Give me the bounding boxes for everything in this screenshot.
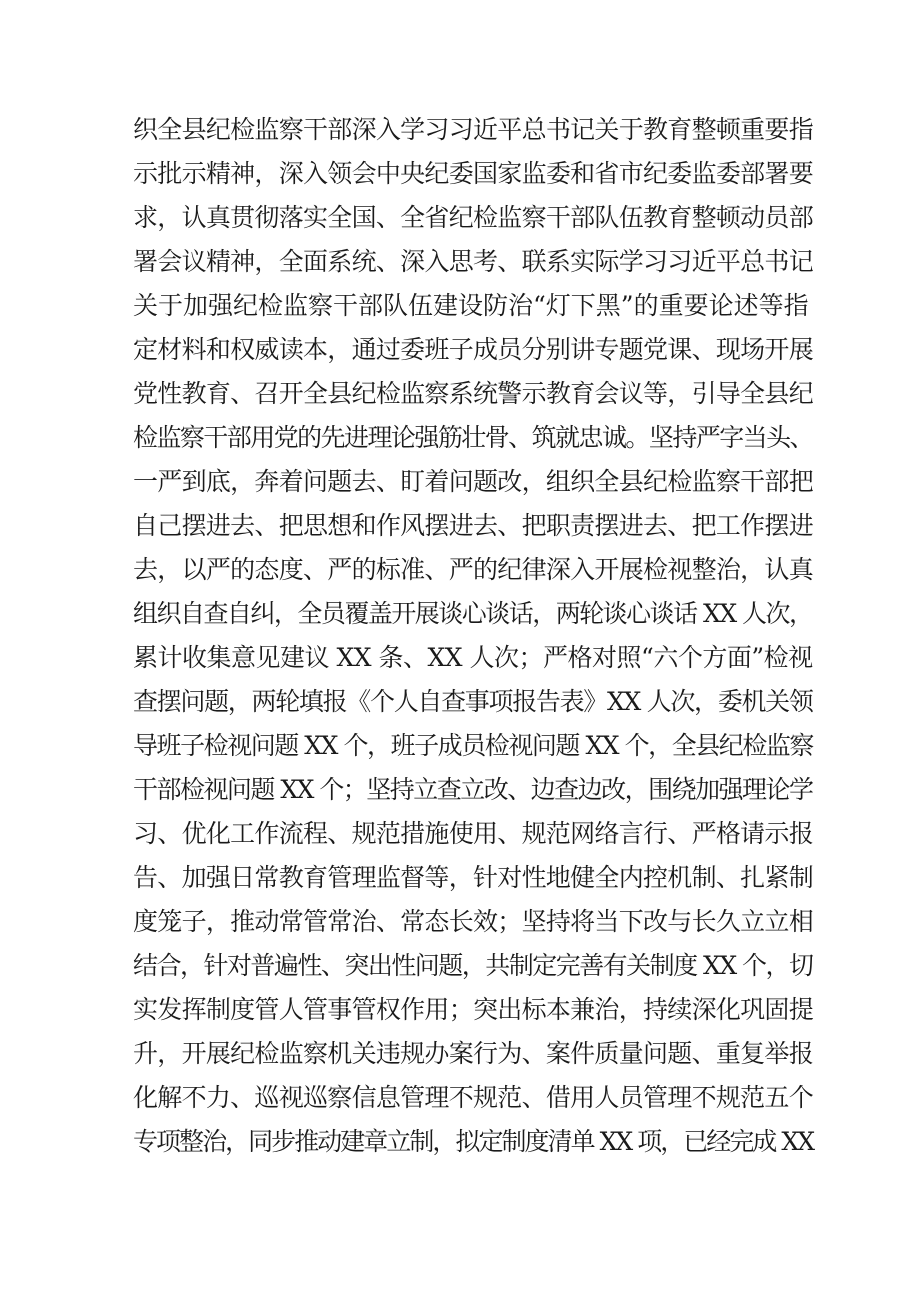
text-line: 实发挥制度管人管事管权作用；突出标本兼治，持续深化巩固提 (133, 995, 814, 1024)
text-line: 署会议精神，全面系统、深入思考、联系实际学习习近平总书记 (133, 247, 814, 276)
text-line: 告、加强日常教育管理监督等，针对性地健全内控机制、扎紧制 (133, 863, 814, 892)
text-line: 定材料和权威读本，通过委班子成员分别讲专题党课、现场开展 (133, 335, 814, 364)
text-line: 度笼子，推动常管常治、常态长效；坚持将当下改与长久立立相 (133, 907, 814, 936)
body-paragraph (133, 108, 813, 1164)
text-line: 习、优化工作流程、规范措施使用、规范网络言行、严格请示报 (133, 819, 814, 848)
text-line: 累计收集意见建议 XX 条、XX 人次；严格对照“六个方面”检视 (133, 643, 813, 672)
text-line: 组织自查自纠，全员覆盖开展谈心谈话，两轮谈心谈话 XX 人次， (133, 599, 813, 628)
text-line: 结合，针对普遍性、突出性问题，共制定完善有关制度 XX 个，切 (133, 951, 813, 980)
text-line: 查摆问题，两轮填报《个人自查事项报告表》XX 人次，委机关领 (133, 687, 813, 716)
text-line: 一严到底，奔着问题去、盯着问题改，组织全县纪检监察干部把 (133, 467, 814, 496)
text-line: 专项整治，同步推动建章立制，拟定制度清单 XX 项，已经完成 XX (133, 1127, 814, 1156)
text-line: 求，认真贯彻落实全国、全省纪检监察干部队伍教育整顿动员部 (133, 203, 814, 232)
text-line: 干部检视问题 XX 个；坚持立查立改、边查边改，围绕加强理论学 (133, 775, 813, 804)
text-line: 导班子检视问题 XX 个，班子成员检视问题 XX 个，全县纪检监察 (133, 731, 813, 760)
text-line: 化解不力、巡视巡察信息管理不规范、借用人员管理不规范五个 (133, 1083, 814, 1112)
text-line: 自己摆进去、把思想和作风摆进去、把职责摆进去、把工作摆进 (133, 511, 814, 540)
text-line: 检监察干部用党的先进理论强筋壮骨、筑就忠诚。坚持严字当头、 (133, 423, 814, 452)
text-line: 关于加强纪检监察干部队伍建设防治“灯下黑”的重要论述等指 (133, 291, 809, 320)
text-line: 升，开展纪检监察机关违规办案行为、案件质量问题、重复举报 (133, 1039, 814, 1068)
text-line: 织全县纪检监察干部深入学习习近平总书记关于教育整顿重要指 (133, 115, 814, 144)
text-line: 示批示精神，深入领会中央纪委国家监委和省市纪委监委部署要 (133, 159, 814, 188)
text-line: 去，以严的态度、严的标准、严的纪律深入开展检视整治，认真 (133, 555, 814, 584)
text-line: 党性教育、召开全县纪检监察系统警示教育会议等，引导全县纪 (133, 379, 814, 408)
